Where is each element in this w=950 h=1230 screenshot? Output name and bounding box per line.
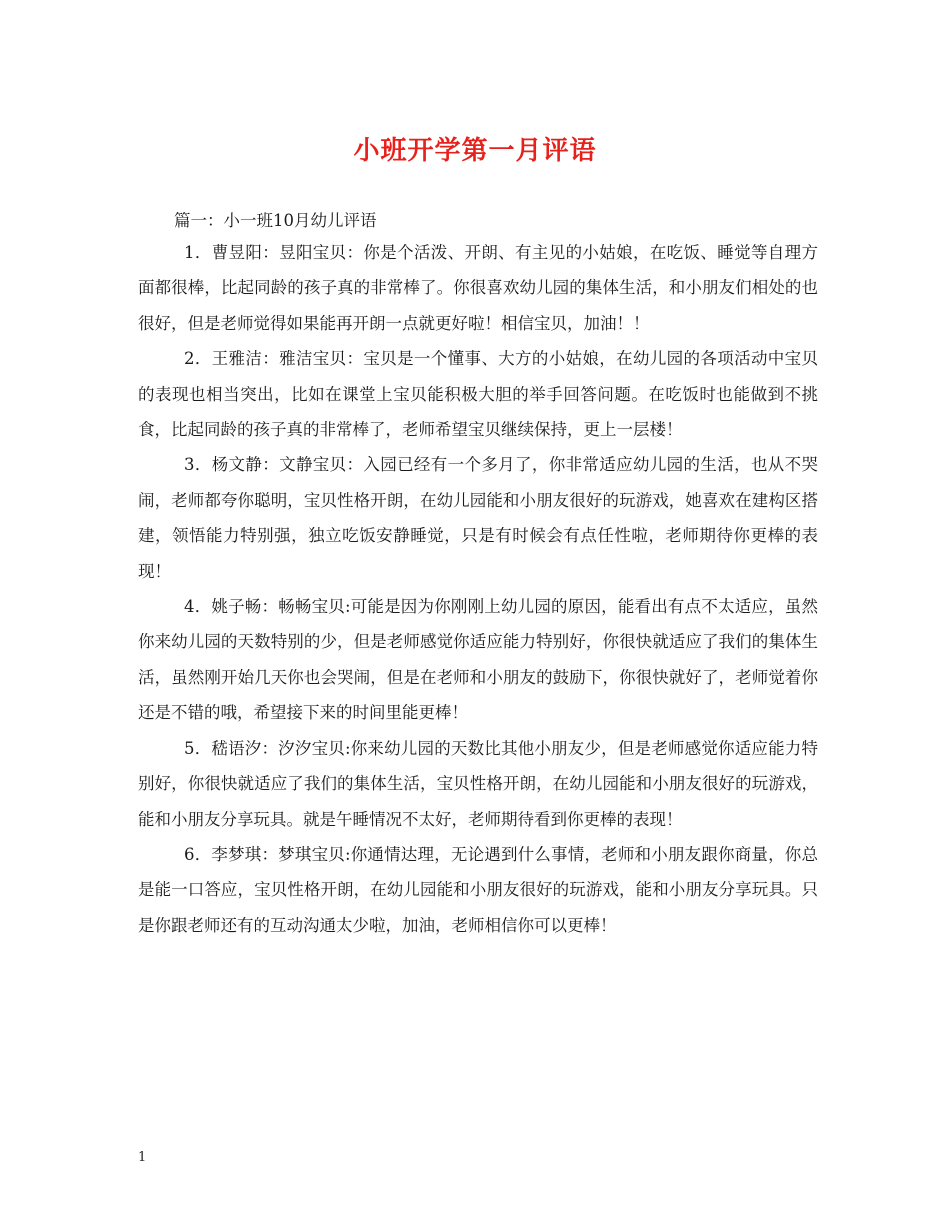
section-heading: 篇一：小一班10月幼儿评语: [174, 211, 377, 230]
comment-paragraph-6: 6．李梦琪：梦琪宝贝:你通情达理，无论遇到什么事情，老师和小朋友跟你商量，你总是能一口答应，宝贝性格开朗，在幼儿园能和小朋友很好的玩游戏，能和小朋友分享玩具。只是你跟老师还有的互动沟通太少啦，加油，老师相信你可以更棒！: [138, 844, 818, 935]
comment-paragraph-2: 2．王雅洁：雅洁宝贝：宝贝是一个懂事、大方的小姑娘，在幼儿园的各项活动中宝贝的表现也相当突出，比如在课堂上宝贝能积极大胆的举手回答问题。在吃饭时也能做到不挑食，比起同龄的孩子真的非常棒了，老师希望宝贝继续保持，更上一层楼！: [138, 349, 818, 440]
document-body: [138, 206, 818, 943]
page-number: 1: [138, 1150, 147, 1165]
comment-paragraph-3: 3．杨文静：文静宝贝：入园已经有一个多月了，你非常适应幼儿园的生活，也从不哭闹，老师都夸你聪明，宝贝性格开朗，在幼儿园能和小朋友很好的玩游戏，她喜欢在建构区搭建，领悟能力特别强，独立吃饭安静睡觉，只是有时候会有点任性啦，老师期待你更棒的表现！: [138, 455, 818, 581]
comment-paragraph-1: 1．曹昱阳：昱阳宝贝：你是个活泼、开朗、有主见的小姑娘，在吃饭、睡觉等自理方面都很棒，比起同龄的孩子真的非常棒了。你很喜欢幼儿园的集体生活，和小朋友们相处的也很好，但是老师觉得如果能再开朗一点就更好啦！相信宝贝，加油！！: [138, 243, 818, 333]
comment-paragraph-4: 4．姚子畅：畅畅宝贝:可能是因为你刚刚上幼儿园的原因，能看出有点不太适应，虽然你来幼儿园的天数特别的少，但是老师感觉你适应能力特别好，你很快就适应了我们的集体生活，虽然刚开始几天你也会哭闹，但是在老师和小朋友的鼓励下，你很快就好了，老师觉着你还是不错的哦，希望接下来的时间里能更棒！: [138, 597, 818, 723]
document-title: 小班开学第一月评语: [353, 136, 597, 166]
comment-paragraph-5: 5．嵇语汐：汐汐宝贝:你来幼儿园的天数比其他小朋友少，但是老师感觉你适应能力特别好，你很快就适应了我们的集体生活，宝贝性格开朗，在幼儿园能和小朋友很好的玩游戏，能和小朋友分享玩具。就是午睡情况不太好，老师期待看到你更棒的表现！: [138, 738, 818, 829]
